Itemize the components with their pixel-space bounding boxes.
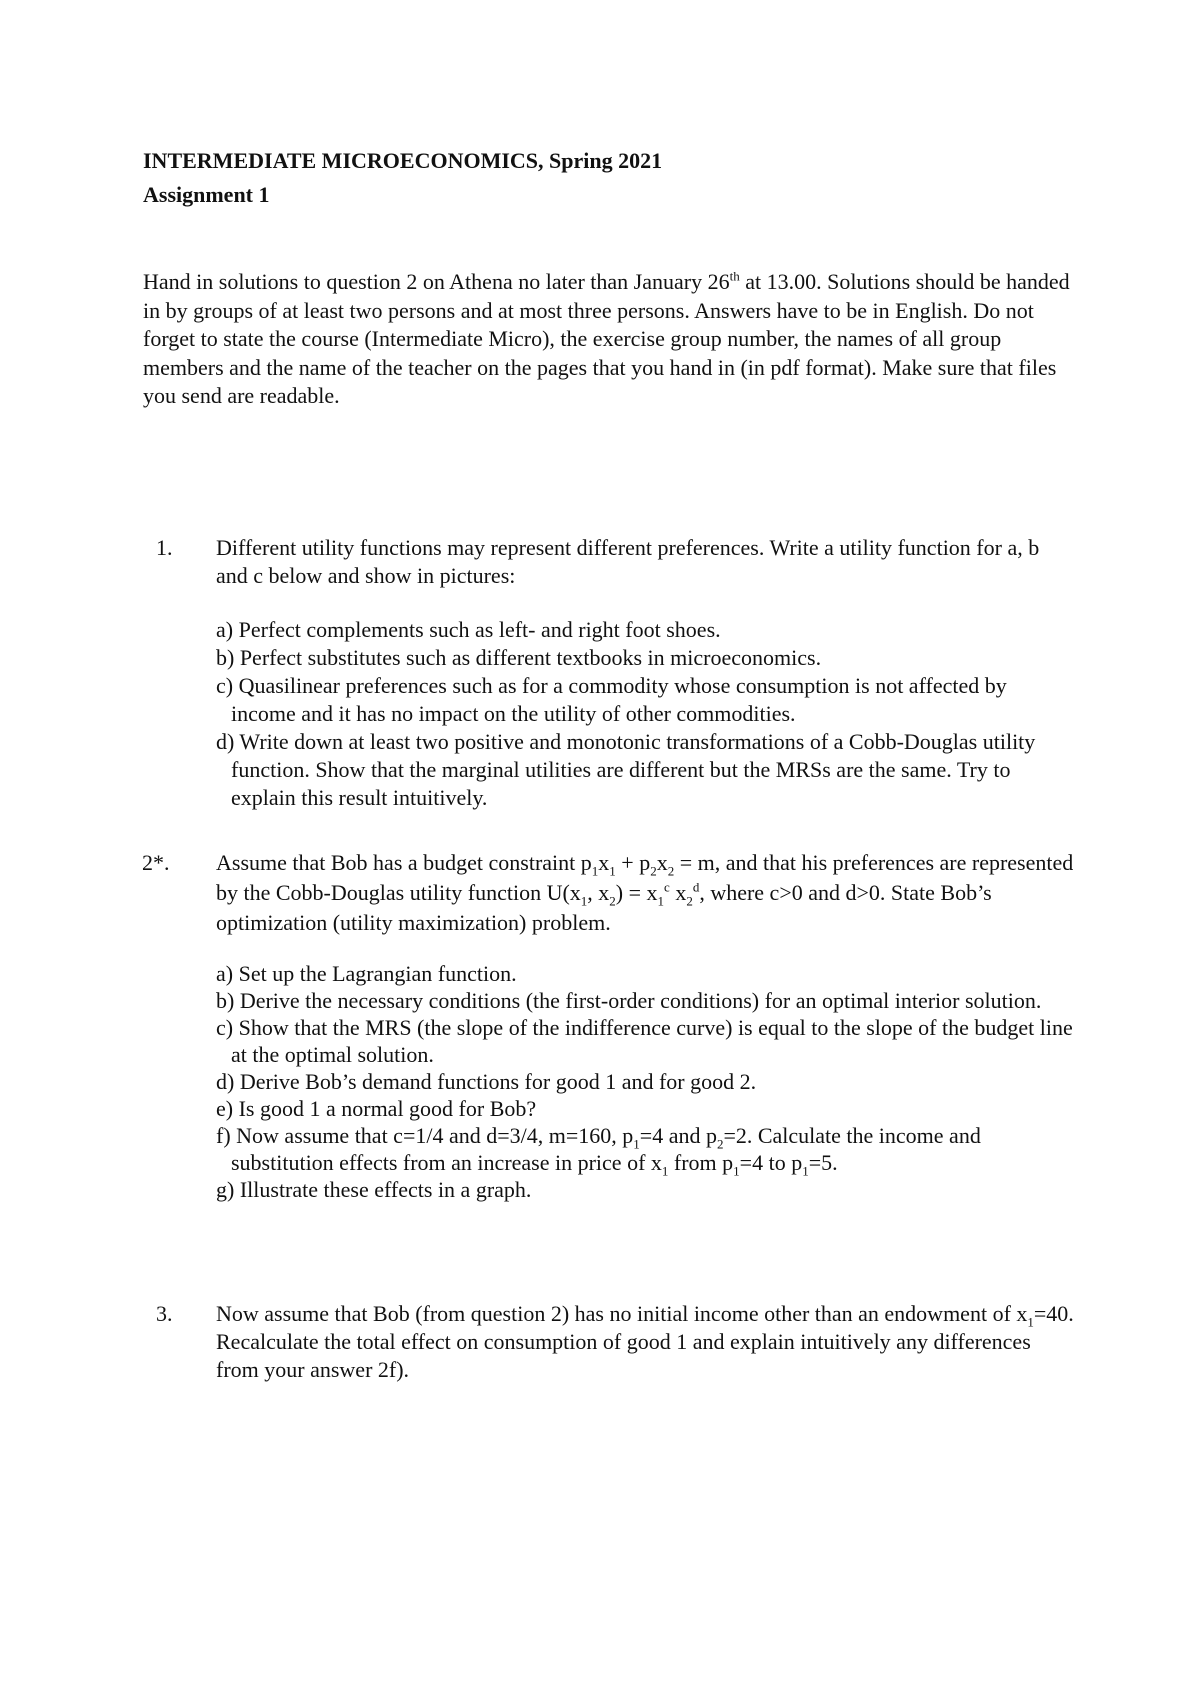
assignment-title: Assignment 1 [143, 182, 270, 207]
question-text: Different utility functions may represent different preferences. Write a utility function for a, b and c below and show in pictures: [216, 535, 1040, 588]
question-item-b: b) Perfect substitutes such as different textbooks in microeconomics. [216, 645, 822, 670]
question-item-b: b) Derive the necessary conditions (the first-order conditions) for an optimal interior solution. [216, 988, 1042, 1013]
question-item-e: e) Is good 1 a normal good for Bob? [216, 1096, 537, 1121]
question-item-a: a) Set up the Lagrangian function. [216, 961, 517, 986]
question-items [216, 960, 1076, 1203]
ordinal-suffix: th [729, 268, 740, 284]
question-3 [156, 1300, 1076, 1384]
question-item-a: a) Perfect complements such as left- and right foot shoes. [216, 617, 721, 642]
question-number: 2*. [142, 850, 170, 875]
instructions-text-cont: at 13.00. Solutions should be handed in by groups of at least two persons and at most three persons. Answers have to be in English. Do not forget to state the course (Intermediate Micro), the exercise group number, the names of all group members and the name of the teacher on the pages that you hand in (in pdf format). Make sure that files you send are readable. [143, 269, 1070, 408]
question-item-g: g) Illustrate these effects in a graph. [216, 1177, 532, 1202]
instructions-paragraph [143, 268, 1083, 411]
question-number: 1. [156, 535, 173, 560]
question-number: 3. [156, 1301, 173, 1326]
question-item-d: d) Derive Bob’s demand functions for good 1 and for good 2. [216, 1069, 757, 1094]
question-item-c: c) Show that the MRS (the slope of the indifference curve) is equal to the slope of the budget line at the optimal solution. [216, 1015, 1073, 1067]
course-title: INTERMEDIATE MICROECONOMICS, Spring 2021 [143, 148, 663, 173]
question-text: Assume that Bob has a budget constraint $p_1x_1 + p_2x_2 = m$, and that his preferences are represented by the Cobb-Douglas utility function $U(x_1$, $x_2) = x_1^c$ $x_2^d$, where c>0 and d>0. State Bob’s optimization (utility maximization) problem. [216, 850, 1074, 935]
question-items [216, 616, 1076, 812]
question-item-d: d) Write down at least two positive and monotonic transformations of a Cobb-Douglas utility function. Show that the marginal utilities are different but the MRSs are the same. Try to explain this result intuitively. [216, 729, 1036, 810]
question-1 [156, 534, 1076, 812]
question-2 [142, 848, 1076, 1203]
question-item-c: c) Quasilinear preferences such as for a commodity whose consumption is not affected by income and it has no impact on the utility of other commodities. [216, 673, 1007, 726]
question-item-f: f) Now assume that c=1/4 and d=3/4, m=160, $p_1=4$ and $p_2=2$. Calculate the income and substitution effects from an increase in price of $x_1$ from $p_1=4$ to $p_1=5$. [216, 1123, 981, 1179]
instructions-text: Hand in solutions to question 2 on Athena no later than January 26 [143, 269, 730, 294]
question-text: Now assume that Bob (from question 2) has no initial income other than an endowment of $x_1=40$. Recalculate the total effect on consumption of good 1 and explain intuitively any differences from your answer 2f). [216, 1301, 1074, 1382]
